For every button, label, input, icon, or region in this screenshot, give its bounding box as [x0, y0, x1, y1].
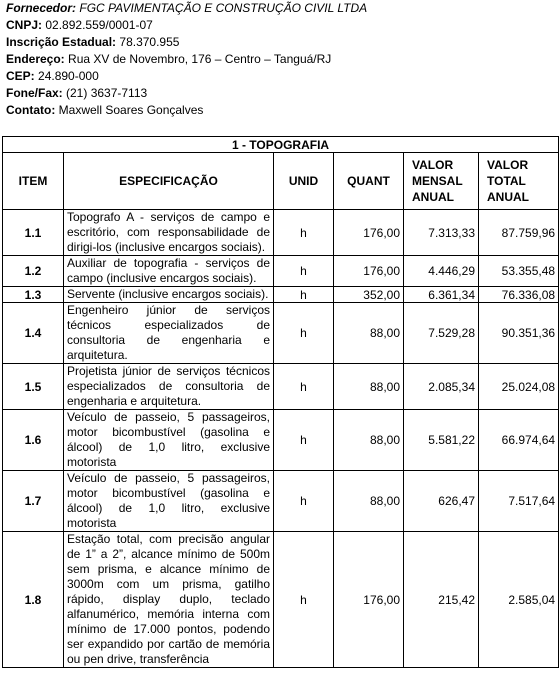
ie-line: [6, 34, 556, 51]
phone-label: Fone/Fax:: [6, 86, 63, 100]
col-unid-header: UNID: [274, 153, 334, 210]
phone-value: (21) 3637-7113: [66, 86, 148, 100]
row-valor-total: 25.024,08: [479, 364, 559, 410]
row-quant: 176,00: [334, 256, 404, 287]
supplier-info: [6, 0, 556, 119]
row-item: 1.8: [3, 532, 64, 668]
col-valor-total-header: VALOR TOTAL ANUAL: [479, 153, 559, 210]
row-valor-mensal: 5.581,22: [404, 410, 479, 471]
row-quant: 352,00: [334, 287, 404, 303]
row-valor-total: 2.585,04: [479, 532, 559, 668]
row-valor-total: 7.517,64: [479, 471, 559, 532]
row-item: 1.3: [3, 287, 64, 303]
row-quant: 88,00: [334, 303, 404, 364]
row-quant: 176,00: [334, 210, 404, 256]
row-unid: h: [274, 532, 334, 668]
row-unid: h: [274, 471, 334, 532]
row-item: 1.7: [3, 471, 64, 532]
table-row: [3, 532, 559, 668]
col-quant-header: QUANT: [334, 153, 404, 210]
supplier-name: FGC PAVIMENTAÇÃO E CONSTRUÇÃO CIVIL LTDA: [79, 1, 368, 15]
row-spec: Engenheiro júnior de serviços técnicos especializados de consultoria de engenharia e arquitetura.: [64, 303, 274, 364]
col-valor-mensal-header: VALOR MENSAL ANUAL: [404, 153, 479, 210]
row-item: 1.1: [3, 210, 64, 256]
contact-line: [6, 102, 556, 119]
row-valor-total: 53.355,48: [479, 256, 559, 287]
row-quant: 88,00: [334, 471, 404, 532]
supplier-name-line: [6, 0, 556, 17]
cnpj-label: CNPJ:: [6, 18, 43, 32]
row-spec: Veículo de passeio, 5 passageiros, motor bicombustível (gasolina e álcool) de 1,0 litro, exclusive motorista: [64, 471, 274, 532]
row-quant: 176,00: [334, 532, 404, 668]
address-value: Rua XV de Novembro, 176 – Centro – Tanguá/RJ: [68, 52, 332, 66]
contact-label: Contato:: [6, 103, 56, 117]
address-line: [6, 51, 556, 68]
supplier-name-label: Fornecedor:: [6, 1, 77, 15]
col-spec-header: ESPECIFICAÇÃO: [64, 153, 274, 210]
contact-value: Maxwell Soares Gonçalves: [58, 103, 204, 117]
address-label: Endereço:: [6, 52, 65, 66]
row-spec: Veículo de passeio, 5 passageiros, motor bicombustível (gasolina e álcool) de 1,0 litro, exclusive motorista: [64, 410, 274, 471]
table-row: [3, 471, 559, 532]
row-item: 1.4: [3, 303, 64, 364]
phone-line: [6, 85, 556, 102]
table-row: [3, 364, 559, 410]
row-valor-total: 87.759,96: [479, 210, 559, 256]
row-item: 1.5: [3, 364, 64, 410]
row-unid: h: [274, 287, 334, 303]
row-valor-mensal: 4.446,29: [404, 256, 479, 287]
ie-label: Inscrição Estadual:: [6, 35, 117, 49]
row-spec: Topografo A - serviços de campo e escritório, com responsabilidade de dirigi-los (inclusive encargos sociais).: [64, 210, 274, 256]
row-quant: 88,00: [334, 410, 404, 471]
table-row: [3, 410, 559, 471]
row-valor-mensal: 7.313,33: [404, 210, 479, 256]
row-unid: h: [274, 410, 334, 471]
row-valor-mensal: 626,47: [404, 471, 479, 532]
table-row: [3, 210, 559, 256]
table-row: [3, 256, 559, 287]
cnpj-value: 02.892.559/0001-07: [45, 18, 153, 32]
row-valor-mensal: 215,42: [404, 532, 479, 668]
pricing-table: [2, 136, 559, 668]
row-item: 1.6: [3, 410, 64, 471]
row-valor-total: 90.351,36: [479, 303, 559, 364]
cep-line: [6, 68, 556, 85]
row-unid: h: [274, 303, 334, 364]
row-spec: Estação total, com precisão angular de 1” a 2”, alcance mínimo de 500m sem prisma, e alcance mínimo de 3000m com um prisma, gatilho rápido, display duplo, teclado alfanumérico, memória interna com mínimo de 17.000 pontos, podendo ser expandido por cartão de memória ou pen drive, transferência: [64, 532, 274, 668]
table-row: [3, 287, 559, 303]
row-spec: Servente (inclusive encargos sociais).: [64, 287, 274, 303]
row-unid: h: [274, 364, 334, 410]
row-spec: Auxiliar de topografia - serviços de campo (inclusive encargos sociais).: [64, 256, 274, 287]
row-valor-total: 76.336,08: [479, 287, 559, 303]
cep-value: 24.890-000: [38, 69, 99, 83]
cnpj-line: [6, 17, 556, 34]
row-unid: h: [274, 210, 334, 256]
row-spec: Projetista júnior de serviços técnicos especializados de consultoria de engenharia e arquitetura.: [64, 364, 274, 410]
row-valor-mensal: 2.085,34: [404, 364, 479, 410]
row-unid: h: [274, 256, 334, 287]
row-valor-total: 66.974,64: [479, 410, 559, 471]
section-title: 1 - TOPOGRAFIA: [3, 137, 559, 153]
row-quant: 88,00: [334, 364, 404, 410]
row-valor-mensal: 7.529,28: [404, 303, 479, 364]
ie-value: 78.370.955: [119, 35, 180, 49]
table-row: [3, 303, 559, 364]
cep-label: CEP:: [6, 69, 35, 83]
row-item: 1.2: [3, 256, 64, 287]
col-item-header: ITEM: [3, 153, 64, 210]
row-valor-mensal: 6.361,34: [404, 287, 479, 303]
